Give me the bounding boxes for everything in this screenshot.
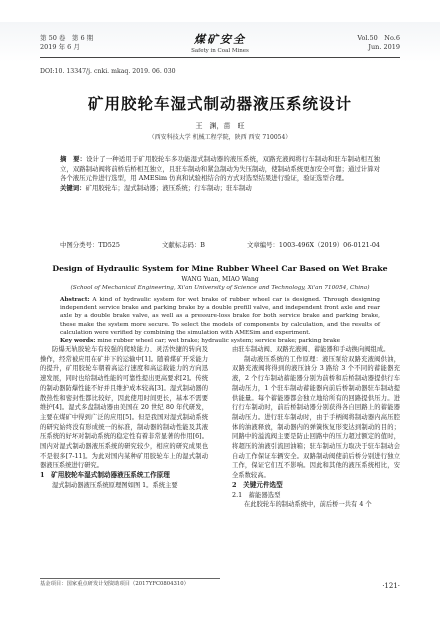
body-column-right [232,345,400,510]
abstract-text-en: A kind of hydraulic system for wet brake of rubber wheel car is designed. Through designing independent service brake and parking brake by a double prefill valve, and independent front axle and rear axle by a double brake valve, as well as a pressure-loss brake for both service brake and parking brake, these make the system more secure. To select the models of components by calculation, and the results of calculation were verified by combining the simulation with AMESim and experiment. [60,297,380,336]
header-rule [40,57,400,58]
article-number: 文章编号：1003-496X（2019）06-0121-04 [246,241,380,249]
journal-name-cn: 煤矿安全 [194,33,246,46]
section1-paragraph: 湿式制动器液压系统原理图如图 1。系统主要 [52,481,178,489]
funding-footnote: 基金项目：国家重点研发计划资助项目（2017YFC0804310） [40,578,220,589]
paper-title-en: Design of Hydraulic System for Mine Rubber Wheel Car Based on Wet Brake [52,264,388,273]
continued-paragraph: 由驻车制动阀、双路充液阀、蓄能器和手动换向阀组成。 [232,346,390,353]
body-column-left [40,345,208,491]
authors-en: WANG Yuan, MIAO Wang [181,276,259,283]
subsection-heading-2-1: 2.1 蓄能器选型 [232,490,281,499]
affiliation-en: (School of Mechanical Engineering, Xi'an University of Science and Technology, Xi'an 710054, China) [70,285,370,291]
working-principle-paragraph: 制动液压系统的工作原理：液压泵给双路充液阀供油，双路充液阀将得到的液压油分 3 路给 3 个不同的蓄能器充液，2 个行车制动蓄能器分别为前桥和后桥制动器提供行车制动压力，1 个驻车制动蓄能器向前后桥制动器驻车制动提供能量。每个蓄能器都会独立地给所有的回路提供压力。进行行车制动时，前后桥制动器分别获得各自回路上的蓄能器制动压力。进行驻车制动时，由于手柄阀将制动器内高压腔体的油液释放，制动器内的弹簧恢复形变达到制动的目的；同路中的溢流阀主要是防止回路中的压力超过额定的值时，将超压的油液引流回油箱；驻车制动压力取决于驻车制动会自动工作保证车辆安全。双路制动阀使前后桥分别进行独立工作，保证它们互不影响。因此和其他的液压系统相比，安全系数较高。 [232,355,400,480]
abstract-cn [60,155,380,193]
abstract-en [60,296,380,345]
authors-cn: 王 渊，苗 旺 [195,122,245,130]
accumulator-paragraph: 在此胶轮车的制动系统中，前后桥一共有 4 个 [244,501,372,509]
classification-row [60,240,380,249]
abstract-label-cn: 摘 要： [60,155,87,163]
publication-date-line-en: Jun. 2019 [368,43,400,51]
doi: DOI:10. 13347/j. cnki. mkaq. 2019. 06. 030 [40,68,176,75]
keywords-label-cn: 关键词： [60,183,86,192]
abstract-label-en: Abstract: [60,297,90,303]
section-heading-1: 1 矿用胶轮车湿式制动器液压系统工作原理 [40,471,170,480]
document-code: 文献标志码：B [161,241,205,249]
journal-name-en: Safety in Coal Mines [191,48,249,54]
keywords-label-en: Key words: [60,338,96,345]
publication-date-line: 2019 年 6 月 [40,43,80,51]
section-heading-2: 2 关键元件选型 [232,480,283,489]
volume-issue-line-en: Vol.50 No.6 [357,34,400,42]
volume-issue-info-en [357,34,400,52]
keywords-text-cn: 矿用胶轮车；湿式制动器；液压系统；行车制动；驻车制动 [85,183,252,192]
clc-number: 中图分类号：TD525 [60,241,120,249]
keywords-text-en: mine rubber wheel car; wet brake; hydraulic system; service brake; parking brake [97,338,341,345]
volume-issue-line: 第 50 卷 第 6 期 [40,34,94,42]
abstract-text-cn: 设计了一种适用于矿用胶轮车多功能湿式制动器的液压系统，双路充液阀将行车制动和驻车制动相互独立，双路制动阀将前桥后桥相互独立，且驻车制动和紧急制动为失压制动，使制动系统更加安全可靠；通过计算对各个液压元件进行选型，用 AMESim 仿真和试验相结合的方式对选型结果进行验证，验证选型合理。 [60,155,381,183]
affiliation-cn: （西安科技大学 机械工程学院，陕西 西安 710054） [148,134,292,141]
intro-paragraph: 防爆无轨胶轮车有较强的爬坡能力、灵活快捷的转向及操作，经常被应用在矿井下的运输中[1]。随着煤矿开采能力的提升，矿用胶轮车朝着高运行速度和高运载能力的方向迅速发展，同时也给制动性能的可靠性提出更高要求[2]。传统的制动器防爆性能不好并且维护成本较高[3]。湿式制动器的散热性和密封性都比较好，因此使用时间更长，基本不需要维护[4]。湿式多盘制动器由美国在 20 世纪 80 年代研发，主要在煤矿中得到广泛的应用[5]。但是我国对湿式制动系统的研究始终没有形成统一的标准，制动器的制动性能及其液压系统的好坏对制动系统的稳定性有着非常显著的作用[6]。国内对湿式制动器液压系统的研究较少，相应的研究成果也不是很多[7-11]。为此对国内某种矿用胶轮车上的湿式制动器液压系统进行研究。 [40,346,208,470]
page-number: ·121· [382,582,400,590]
paper-title-cn: 矿用胶轮车湿式制动器液压系统设计 [87,94,352,113]
